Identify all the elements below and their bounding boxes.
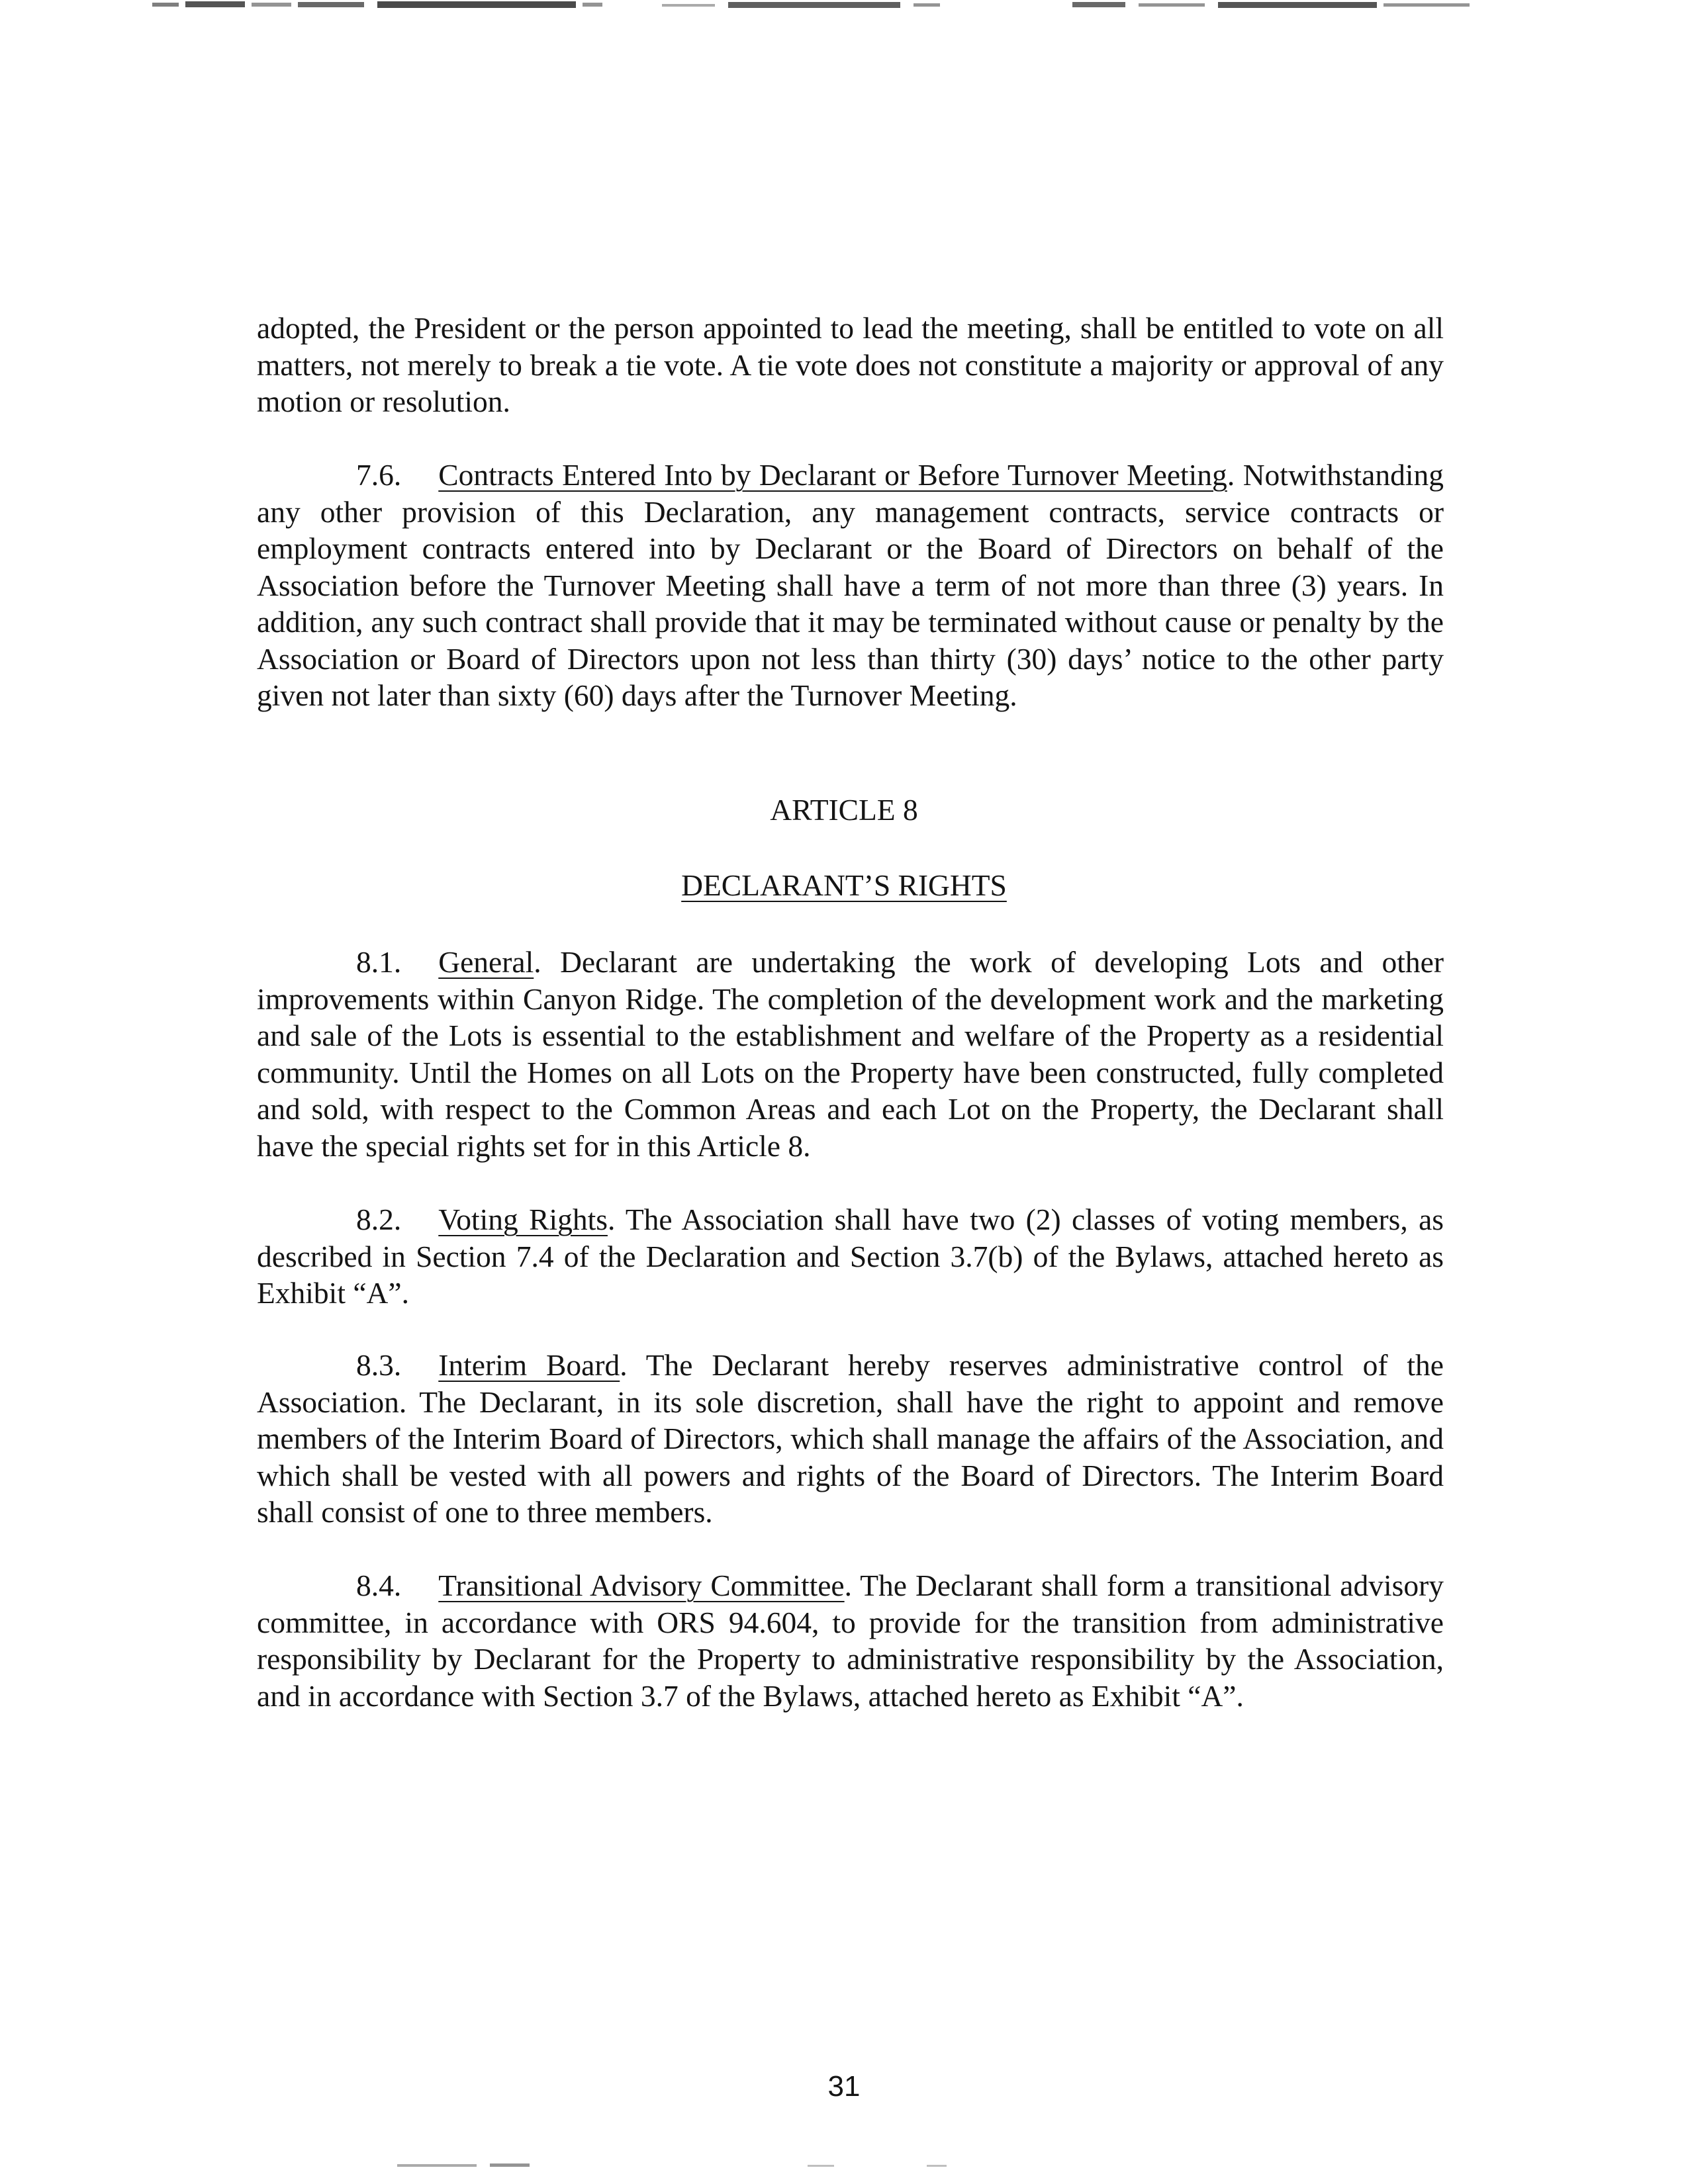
section-number: 7.6. xyxy=(356,458,402,492)
section-number: 8.4. xyxy=(356,1569,402,1602)
section-number: 8.1. xyxy=(356,945,402,979)
scan-artifact-top xyxy=(0,0,1688,15)
section-number: 8.2. xyxy=(356,1203,402,1236)
section-title: Voting Rights xyxy=(438,1203,608,1236)
section-8-1: 8.1. General. Declarant are undertaking the work of developing Lots and other improvements within Canyon Ridge. The completion of the development work and the marketing and sale of the Lots is essential to the establishment and welfare of the Property as a residential community. Until the Homes on all Lots on the Property have been constructed, fully completed and sold, with respect to the Common Areas and each Lot on the Property, the Declarant shall have the special rights set for in this Article 8. xyxy=(257,945,1444,1163)
section-title: Contracts Entered Into by Declarant or Before Turnover Meeting xyxy=(438,458,1227,492)
section-body: The Declarant shall form a transitional advisory committee, in accordance with ORS 94.604, to provide for the transition from administrative responsibility by Declarant for the Property to administrative responsibility by the Association, and in accordance with Section 3.7 of the Bylaws, attached hereto as Exhibit “A”. xyxy=(257,1569,1444,1713)
section-7-6: 7.6. Contracts Entered Into by Declarant or Before Turnover Meeting. Notwithstanding any other provision of this Declaration, any management contracts, service contracts or employment contracts entered into by Declarant or the Board of Directors on behalf of the Association before the Turnover Meeting shall have a term of not more than three (3) years. In addition, any such contract shall provide that it may be terminated without cause or penalty by the Association or Board of Directors upon not less than thirty (30) days’ notice to the other party given not later than sixty (60) days after the Turnover Meeting. xyxy=(257,458,1444,712)
section-8-3: 8.3. Interim Board. The Declarant hereby reserves administrative control of the Association. The Declarant, in its sole discretion, shall have the right to appoint and remove members of the Interim Board of Directors, which shall manage the affairs of the Association, and which shall be vested with all powers and rights of the Board of Directors. The Interim Board shall consist of one to three members. xyxy=(257,1348,1444,1529)
section-body: Declarant are undertaking the work of developing Lots and other improvements within Canyon Ridge. The completion of the development work and the marketing and sale of the Lots is essential to the establishment and welfare of the Property as a residential community. Until the Homes on all Lots on the Property have been constructed, fully completed and sold, with respect to the Common Areas and each Lot on the Property, the Declarant shall have the special rights set for in this Article 8. xyxy=(257,945,1444,1163)
section-title: Interim Board xyxy=(438,1348,620,1382)
section-number: 8.3. xyxy=(356,1348,402,1382)
article-title: DECLARANT’S RIGHTS xyxy=(681,868,1007,902)
section-8-2: 8.2. Voting Rights. The Association shall have two (2) classes of voting members, as described in Section 7.4 of the Declaration and Section 3.7(b) of the Bylaws, attached hereto as Exhibit “A”. xyxy=(257,1203,1444,1310)
paragraph-continued: adopted, the President or the person appointed to lead the meeting, shall be entitled to vote on all matters, not merely to break a tie vote. A tie vote does not constitute a majority or approval of any motion or resolution. xyxy=(257,311,1444,418)
section-body: The Declarant hereby reserves administrative control of the Association. The Declarant, in its sole discretion, shall have the right to appoint and remove members of the Interim Board of Directors, which shall manage the affairs of the Association, and which shall be vested with all powers and rights of the Board of Directors. The Interim Board shall consist of one to three members. xyxy=(257,1348,1444,1529)
paragraph-continued-block xyxy=(257,310,1444,420)
page-number: 31 xyxy=(827,2070,861,2103)
scan-artifact-bottom xyxy=(0,2159,1688,2172)
article-heading: ARTICLE 8 xyxy=(770,793,918,827)
section-title: Transitional Advisory Committee xyxy=(438,1569,845,1602)
section-body: Notwithstanding any other provision of this Declaration, any management contracts, service contracts or employment contracts entered into by Declarant or the Board of Directors on behalf of the Association before the Turnover Meeting shall have a term of not more than three (3) years. In addition, any such contract shall provide that it may be terminated without cause or penalty by the Association or Board of Directors upon not less than thirty (30) days’ notice to the other party given not later than sixty (60) days after the Turnover Meeting. xyxy=(257,458,1444,712)
section-8-4: 8.4. Transitional Advisory Committee. The Declarant shall form a transitional advisory committee, in accordance with ORS 94.604, to provide for the transition from administrative responsibility by Declarant for the Property to administrative responsibility by the Association, and in accordance with Section 3.7 of the Bylaws, attached hereto as Exhibit “A”. xyxy=(257,1569,1444,1713)
section-title: General xyxy=(438,945,534,979)
section-body: The Association shall have two (2) classes of voting members, as described in Section 7.4 of the Declaration and Section 3.7(b) of the Bylaws, attached hereto as Exhibit “A”. xyxy=(257,1203,1444,1310)
